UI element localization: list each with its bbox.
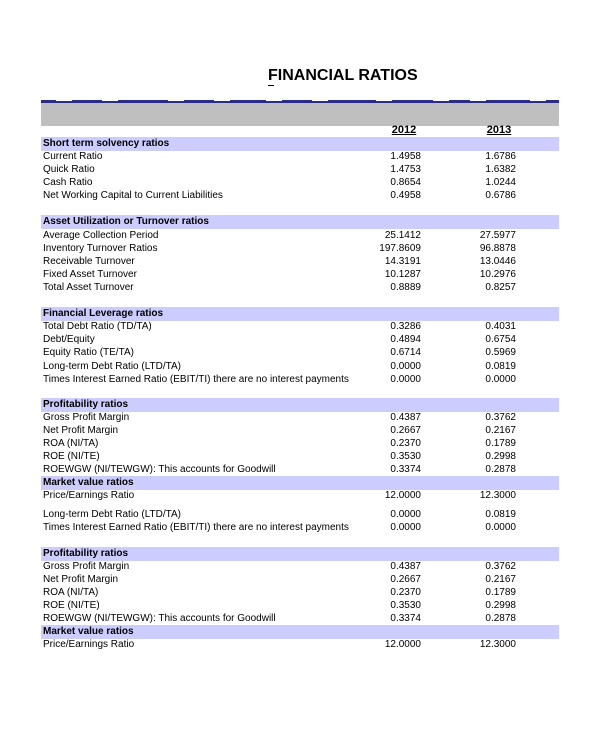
- row-label: Gross Profit Margin: [43, 561, 130, 572]
- value-2013: 0.1789: [485, 438, 516, 449]
- value-2013: 0.2998: [485, 451, 516, 462]
- band-divider: [102, 100, 118, 101]
- row-label: ROE (NI/TE): [43, 451, 100, 462]
- value-2012: 0.4387: [390, 561, 421, 572]
- value-2012: 0.0000: [390, 509, 421, 520]
- row-label: ROEWGW (NI/TEWGW): This accounts for Goodwill: [43, 464, 276, 475]
- table-row: [41, 463, 559, 476]
- band-divider: [530, 100, 546, 101]
- value-2013: 0.0819: [485, 509, 516, 520]
- value-2012: 14.3191: [384, 256, 421, 267]
- header-band: [41, 100, 559, 126]
- value-2013: 12.3000: [479, 490, 516, 501]
- value-2012: 10.1287: [384, 269, 421, 280]
- value-2013: 0.6754: [485, 334, 516, 345]
- value-2012: 1.4753: [390, 164, 421, 175]
- value-2013: 0.2878: [485, 464, 516, 475]
- value-2012: 0.4958: [390, 190, 421, 201]
- value-2012: 0.8889: [390, 282, 421, 293]
- table-row: [41, 437, 559, 450]
- row-label: Price/Earnings Ratio: [43, 490, 135, 501]
- table-row: [41, 373, 559, 386]
- value-2012: 0.3530: [390, 451, 421, 462]
- table-row: [41, 489, 559, 502]
- value-2012: 0.3286: [390, 321, 421, 332]
- value-2012: 0.2667: [390, 574, 421, 585]
- table-row: [41, 508, 559, 521]
- band-divider: [470, 100, 486, 101]
- row-label: Average Collection Period: [43, 230, 159, 241]
- table-row: [41, 268, 559, 281]
- value-2013: 0.0000: [485, 522, 516, 533]
- row-label: Cash Ratio: [43, 177, 93, 188]
- table-row: [41, 242, 559, 255]
- band-divider: [266, 100, 282, 101]
- value-2013: 0.5969: [485, 347, 516, 358]
- value-2013: 13.0446: [479, 256, 516, 267]
- value-2012: 25.1412: [384, 230, 421, 241]
- value-2012: 0.3374: [390, 464, 421, 475]
- value-2013: 27.5977: [479, 230, 516, 241]
- section-header: [41, 625, 559, 639]
- table-row: [41, 255, 559, 268]
- section-title: Financial Leverage ratios: [43, 308, 164, 319]
- value-2012: 0.0000: [390, 522, 421, 533]
- row-label: Net Profit Margin: [43, 574, 119, 585]
- table-row: [41, 586, 559, 599]
- section-title: Profitability ratios: [43, 399, 129, 410]
- table-row: [41, 411, 559, 424]
- section-header: [41, 215, 559, 229]
- value-2013: 0.3762: [485, 561, 516, 572]
- value-2013: 0.2878: [485, 613, 516, 624]
- row-label: Receivable Turnover: [43, 256, 135, 267]
- value-2013: 10.2976: [479, 269, 516, 280]
- value-2012: 12.0000: [384, 490, 421, 501]
- year-header-2013: 2013: [486, 124, 512, 136]
- value-2012: 0.3374: [390, 613, 421, 624]
- value-2012: 0.4894: [390, 334, 421, 345]
- row-label: Debt/Equity: [43, 334, 95, 345]
- row-label: Net Profit Margin: [43, 425, 119, 436]
- value-2012: 12.0000: [384, 639, 421, 650]
- value-2013: 0.6786: [485, 190, 516, 201]
- value-2012: 0.6714: [390, 347, 421, 358]
- section-header: [41, 307, 559, 321]
- table-row: [41, 424, 559, 437]
- table-row: [41, 360, 559, 373]
- row-label: ROA (NI/TA): [43, 587, 99, 598]
- table-row: [41, 450, 559, 463]
- row-label: Times Interest Earned Ratio (EBIT/TI) there are no interest payments: [43, 522, 349, 533]
- band-divider: [376, 100, 392, 101]
- table-row: [41, 281, 559, 294]
- table-row: [41, 346, 559, 359]
- value-2013: 0.1789: [485, 587, 516, 598]
- row-label: ROEWGW (NI/TEWGW): This accounts for Goodwill: [43, 613, 276, 624]
- value-2013: 0.8257: [485, 282, 516, 293]
- value-2012: 0.0000: [390, 374, 421, 385]
- row-label: Total Asset Turnover: [43, 282, 134, 293]
- value-2013: 1.6382: [485, 164, 516, 175]
- table-row: [41, 320, 559, 333]
- value-2013: 1.6786: [485, 151, 516, 162]
- section-title: Market value ratios: [43, 477, 134, 488]
- table-row: [41, 521, 559, 534]
- value-2012: 0.2370: [390, 587, 421, 598]
- table-row: [41, 560, 559, 573]
- row-label: ROE (NI/TE): [43, 600, 100, 611]
- value-2013: 0.0819: [485, 361, 516, 372]
- row-label: Inventory Turnover Ratios: [43, 243, 158, 254]
- value-2012: 0.3530: [390, 600, 421, 611]
- section-title: Market value ratios: [43, 626, 134, 637]
- table-row: [41, 638, 559, 651]
- value-2013: 0.4031: [485, 321, 516, 332]
- page-title: FINANCIAL RATIOS: [268, 67, 418, 84]
- table-row: [41, 229, 559, 242]
- row-label: Times Interest Earned Ratio (EBIT/TI) there are no interest payments: [43, 374, 349, 385]
- row-label: Quick Ratio: [43, 164, 95, 175]
- row-label: Total Debt Ratio (TD/TA): [43, 321, 152, 332]
- section-header: [41, 398, 559, 412]
- table-row: [41, 176, 559, 189]
- table-row: [41, 333, 559, 346]
- section-title: Profitability ratios: [43, 548, 129, 559]
- row-label: Fixed Asset Turnover: [43, 269, 137, 280]
- value-2012: 0.0000: [390, 361, 421, 372]
- value-2013: 0.0000: [485, 374, 516, 385]
- band-divider: [168, 100, 184, 101]
- section-header: [41, 137, 559, 151]
- value-2012: 197.8609: [379, 243, 421, 254]
- value-2013: 12.3000: [479, 639, 516, 650]
- band-divider: [433, 100, 449, 101]
- table-row: [41, 163, 559, 176]
- table-row: [41, 573, 559, 586]
- value-2012: 0.8654: [390, 177, 421, 188]
- band-divider: [214, 100, 230, 101]
- value-2012: 0.2667: [390, 425, 421, 436]
- value-2012: 0.2370: [390, 438, 421, 449]
- section-title: Asset Utilization or Turnover ratios: [43, 216, 209, 227]
- table-row: [41, 150, 559, 163]
- section-header: [41, 476, 559, 490]
- value-2013: 0.2998: [485, 600, 516, 611]
- row-label: Gross Profit Margin: [43, 412, 130, 423]
- value-2013: 0.2167: [485, 574, 516, 585]
- value-2013: 0.3762: [485, 412, 516, 423]
- title-underline: [268, 85, 274, 86]
- section-title: Short term solvency ratios: [43, 138, 170, 149]
- row-label: Price/Earnings Ratio: [43, 639, 135, 650]
- table-row: [41, 599, 559, 612]
- row-label: ROA (NI/TA): [43, 438, 99, 449]
- row-label: Equity Ratio (TE/TA): [43, 347, 134, 358]
- row-label: Net Working Capital to Current Liabilities: [43, 190, 223, 201]
- section-header: [41, 547, 559, 561]
- year-header-2012: 2012: [391, 124, 417, 136]
- row-label: Current Ratio: [43, 151, 103, 162]
- table-row: [41, 612, 559, 625]
- value-2012: 1.4958: [390, 151, 421, 162]
- value-2012: 0.4387: [390, 412, 421, 423]
- value-2013: 1.0244: [485, 177, 516, 188]
- row-label: Long-term Debt Ratio (LTD/TA): [43, 361, 182, 372]
- row-label: Long-term Debt Ratio (LTD/TA): [43, 509, 182, 520]
- value-2013: 0.2167: [485, 425, 516, 436]
- value-2013: 96.8878: [479, 243, 516, 254]
- table-row: [41, 189, 559, 202]
- band-divider: [312, 100, 328, 101]
- band-divider: [56, 100, 72, 101]
